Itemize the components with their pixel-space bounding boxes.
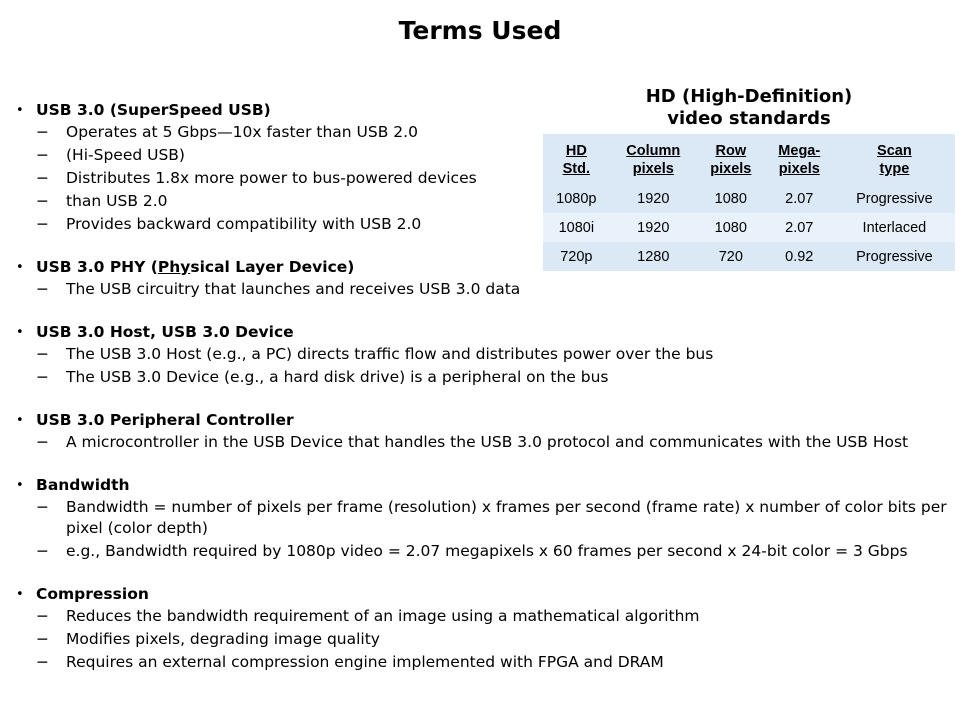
term-detail-item: [14, 367, 954, 388]
term-detail-item: [14, 606, 954, 627]
term-heading: [14, 409, 954, 432]
term-heading-text: USB 3.0 Peripheral Controller: [36, 411, 294, 429]
term-heading-text: USB 3.0 Host, USB 3.0 Device: [36, 323, 294, 341]
term-heading-text: Bandwidth: [36, 476, 130, 494]
column-header-line: Mega-: [778, 143, 821, 159]
column-header-line: pixels: [632, 161, 674, 177]
term-detail-text: Provides backward compatibility with USB 2.0: [66, 215, 422, 233]
table-cell: 1080: [697, 213, 765, 242]
column-header: [834, 134, 955, 184]
table-cell: Progressive: [834, 242, 955, 271]
term-detail-item: [14, 629, 954, 650]
hd-standards-table: [543, 134, 955, 271]
dash-icon: −: [36, 607, 49, 625]
bullet-icon: •: [16, 413, 24, 428]
term-heading: [14, 474, 954, 497]
term-detail-text: than USB 2.0: [66, 192, 168, 210]
bullet-icon: •: [16, 587, 24, 602]
term-detail-text: e.g., Bandwidth required by 1080p video = 2.07 megapixels x 60 frames per second x 24-bit color = 3 Gbps: [66, 542, 908, 560]
dash-icon: −: [36, 280, 49, 298]
term-detail-text: The USB 3.0 Host (e.g., a PC) directs traffic flow and distributes power over the bus: [66, 345, 714, 363]
term-detail-text: Requires an external compression engine implemented with FPGA and DRAM: [66, 653, 664, 671]
term-detail-text: Modifies pixels, degrading image quality: [66, 630, 380, 648]
dash-icon: −: [36, 215, 49, 233]
table-cell: 1080i: [543, 213, 610, 242]
term-section: [14, 409, 954, 453]
table-cell: 1280: [610, 242, 697, 271]
table-cell: 2.07: [765, 184, 834, 213]
dash-icon: −: [36, 192, 49, 210]
slide-title: Terms Used: [398, 16, 562, 45]
table-cell: Progressive: [834, 184, 955, 213]
hd-table-title-line1: HD (High-Definition): [645, 86, 853, 107]
term-detail-text: A microcontroller in the USB Device that handles the USB 3.0 protocol and communicates with the USB Host: [66, 433, 909, 451]
column-header: [765, 134, 834, 184]
column-header-line: pixels: [710, 161, 752, 177]
term-detail-text: Reduces the bandwidth requirement of an image using a mathematical algorithm: [66, 607, 700, 625]
column-header: [543, 134, 610, 184]
term-heading-text: USB 3.0 (SuperSpeed USB): [36, 101, 271, 119]
term-section: [14, 321, 954, 388]
table-cell: 1080p: [543, 184, 610, 213]
term-detail-text: Operates at 5 Gbps—10x faster than USB 2.0: [66, 123, 418, 141]
term-heading-text: USB 3.0 PHY (: [36, 258, 158, 276]
dash-icon: −: [36, 630, 49, 648]
column-header: [697, 134, 765, 184]
table-row: [543, 242, 955, 271]
hd-table-title-line2: video standards: [667, 108, 831, 129]
table-cell: 1080: [697, 184, 765, 213]
dash-icon: −: [36, 345, 49, 363]
term-detail-text: Distributes 1.8x more power to bus-powered devices: [66, 169, 477, 187]
table-cell: 1920: [610, 184, 697, 213]
dash-icon: −: [36, 653, 49, 671]
term-heading: [14, 583, 954, 606]
term-detail-item: [14, 652, 954, 673]
column-header-line: type: [879, 161, 910, 177]
table-cell: 1920: [610, 213, 697, 242]
table-cell: 720p: [543, 242, 610, 271]
term-heading-text-cont: sical Layer Device): [190, 258, 355, 276]
column-header-line: HD: [565, 143, 587, 159]
term-detail-text: Bandwidth = number of pixels per frame (resolution) x frames per second (frame rate) x number of color bits per pixel (color depth): [66, 498, 947, 537]
term-detail-item: [14, 497, 954, 539]
column-header-line: pixels: [778, 161, 820, 177]
table-row: [543, 213, 955, 242]
column-header-line: Row: [715, 143, 747, 159]
table-cell: 0.92: [765, 242, 834, 271]
column-header-line: Scan: [877, 143, 912, 159]
table-cell: Interlaced: [834, 213, 955, 242]
bullet-icon: •: [16, 478, 24, 493]
term-detail-item: [14, 279, 954, 300]
dash-icon: −: [36, 169, 49, 187]
column-header: [610, 134, 697, 184]
term-heading-text: Compression: [36, 585, 149, 603]
bullet-icon: •: [16, 325, 24, 340]
dash-icon: −: [36, 498, 49, 516]
table-header-row: [543, 134, 955, 184]
dash-icon: −: [36, 542, 49, 560]
table-body: [543, 184, 955, 271]
table-row: [543, 184, 955, 213]
column-header-line: Std.: [562, 161, 591, 177]
dash-icon: −: [36, 433, 49, 451]
term-heading: [14, 321, 954, 344]
term-detail-text: (Hi-Speed USB): [66, 146, 185, 164]
term-detail-item: [14, 344, 954, 365]
term-detail-text: The USB 3.0 Device (e.g., a hard disk drive) is a peripheral on the bus: [66, 368, 609, 386]
hd-standards-panel: [543, 86, 955, 271]
dash-icon: −: [36, 123, 49, 141]
bullet-icon: •: [16, 260, 24, 275]
table-cell: 720: [697, 242, 765, 271]
term-detail-text: The USB circuitry that launches and receives USB 3.0 data: [66, 280, 521, 298]
hd-table-title: [543, 86, 955, 130]
term-section: [14, 474, 954, 562]
bullet-icon: •: [16, 103, 24, 118]
dash-icon: −: [36, 146, 49, 164]
dash-icon: −: [36, 368, 49, 386]
term-detail-item: [14, 432, 954, 453]
term-detail-item: [14, 541, 954, 562]
column-header-line: Column: [626, 143, 681, 159]
table-cell: 2.07: [765, 213, 834, 242]
term-heading-underlined: Phy: [157, 258, 191, 276]
term-section: [14, 583, 954, 673]
